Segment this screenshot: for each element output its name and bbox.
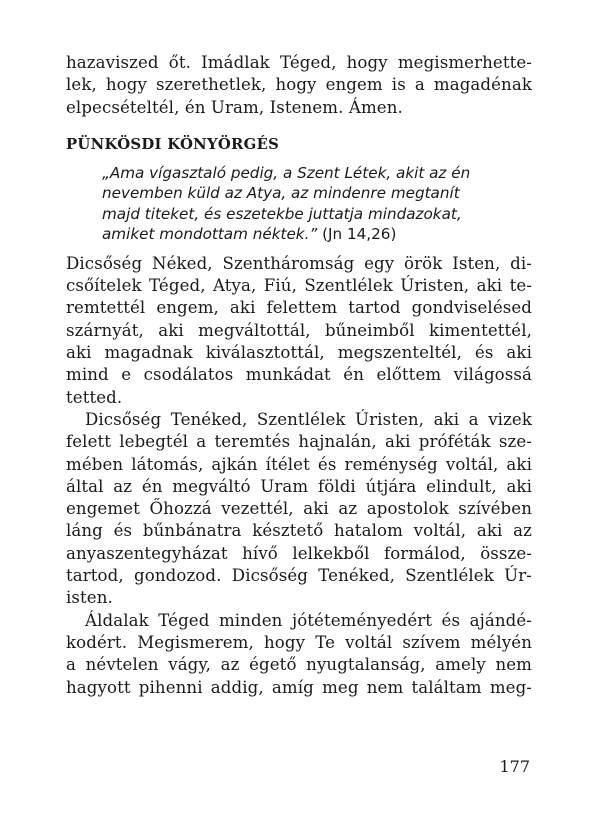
text-line: Dicsőség Néked, Szentháromság egy örök Isten, di- — [66, 253, 532, 273]
text-line: elpecsételtél, én Uram, Istenem. Ámen. — [66, 97, 403, 117]
text-line: aki magadnak kiválasztottál, megszenteltél, és aki — [66, 343, 532, 363]
text-line: Dicsőség Tenéked, Szentlélek Úristen, aki a vizek — [85, 409, 532, 429]
text-line: felett lebegtél a teremtés hajnalán, aki próféták sze- — [66, 432, 532, 452]
text-line: Áldalak Téged minden jótéteményedért és ajándé- — [85, 610, 532, 630]
text-line: kodért. Megismerem, hogy Te voltál szívem mélyén — [66, 632, 532, 652]
text-line: mében látomás, ajkán ítélet és reménység voltál, aki — [66, 454, 532, 474]
text-line: hagyott pihenni addig, amíg meg nem találtam meg- — [66, 677, 532, 697]
quote-line: „Ama vígasztaló pedig, a Szent Létek, akit az én — [102, 163, 471, 182]
text-line: mind e csodálatos munkádat én előttem világossá — [66, 365, 532, 385]
intro-paragraph — [66, 52, 532, 119]
quote-last-line — [102, 224, 532, 245]
text-line: szárnyát, aki megváltottál, bűneimből kimentettél, — [66, 320, 532, 340]
book-page — [66, 52, 532, 699]
quote-line-text: amiket mondottam néktek.” — [102, 225, 318, 244]
scripture-quote — [102, 163, 532, 245]
quote-reference: (Jn 14,26) — [317, 225, 397, 244]
paragraph-2 — [66, 409, 532, 610]
text-line: engemet Őhozzá vezettél, aki az apostolok szívében — [66, 499, 532, 519]
text-line: hazaviszed őt. Imádlak Téged, hogy megismerhette- — [66, 53, 532, 72]
paragraph-1 — [66, 253, 532, 409]
text-line: anyaszentegyházat hívő lelkekből formálod, össze- — [66, 543, 532, 563]
paragraph-3 — [66, 610, 532, 699]
text-line: isten. — [66, 588, 113, 608]
quote-line: nevemben küld az Atya, az mindenre megtanít — [102, 184, 460, 203]
text-line: tetted. — [66, 387, 123, 407]
text-line: láng és bűnbánatra késztető hatalom voltál, aki az — [66, 521, 532, 541]
quote-line: majd titeket, és eszetekbe juttatja mindazokat, — [102, 204, 462, 223]
text-line: remtettél engem, aki felettem tartod gondviselésed — [66, 298, 532, 318]
text-line: a névtelen vágy, az égető nyugtalanság, amely nem — [66, 655, 532, 675]
text-line: lek, hogy szerethetlek, hogy engem is a magadénak — [66, 75, 532, 95]
page-number: 177 — [499, 757, 530, 776]
text-line: által az én megváltó Uram földi útjára elindult, aki — [66, 476, 532, 496]
text-line: tartod, gondozod. Dicsőség Tenéked, Szentlélek Úr- — [66, 566, 532, 586]
section-heading: PÜNKÖSDI KÖNYÖRGÉS — [66, 135, 280, 153]
text-line: csőítelek Téged, Atya, Fiú, Szentlélek Úristen, aki te- — [66, 276, 532, 296]
